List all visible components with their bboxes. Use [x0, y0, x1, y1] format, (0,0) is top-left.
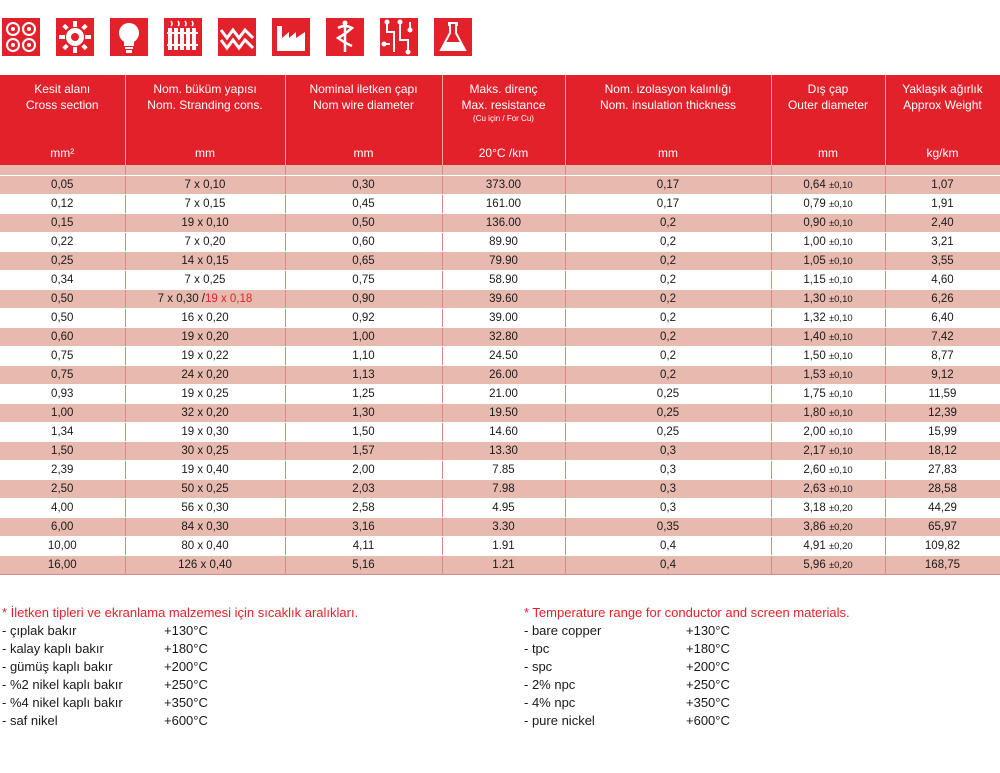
cell-insulation-thickness: 0,17: [565, 195, 771, 214]
table-row: [0, 518, 1000, 537]
table-row: [0, 328, 1000, 347]
note-temperature: +200°C: [686, 659, 730, 674]
table-row: [0, 309, 1000, 328]
cell-wire-diameter: 0,92: [285, 309, 442, 328]
note-item: [524, 658, 850, 676]
cell-stranding: 19 x 0,40: [125, 461, 285, 480]
cell-wire-diameter: 5,16: [285, 556, 442, 575]
cell-cross-section: 10,00: [0, 537, 125, 556]
cell-outer-diameter-tolerance: ±0,10: [828, 313, 853, 324]
electric-motor-icon: [56, 18, 94, 56]
note-item: [524, 640, 850, 658]
cell-approx-weight: 1,91: [885, 195, 1000, 214]
note-item: [524, 622, 850, 640]
laboratory-flask-icon: [434, 18, 472, 56]
header-cross-section: Kesit alanı Cross section: [0, 75, 125, 139]
cell-stranding: 19 x 0,22: [125, 347, 285, 366]
cell-approx-weight: 3,55: [885, 252, 1000, 271]
cell-stranding: 84 x 0,30: [125, 518, 285, 537]
cell-outer-diameter-tolerance: ±0,10: [828, 408, 853, 419]
cell-cross-section: 1,50: [0, 442, 125, 461]
header-insulation-thickness: Nom. izolasyon kalınlığı Nom. insulation thickness: [565, 75, 771, 139]
cell-max-resistance: 7.85: [442, 461, 565, 480]
cell-insulation-thickness: 0,2: [565, 328, 771, 347]
cell-stranding: 56 x 0,30: [125, 499, 285, 518]
cell-outer-diameter-tolerance: ±0,10: [828, 275, 853, 286]
cell-insulation-thickness: 0,3: [565, 499, 771, 518]
temperature-notes-turkish: [2, 604, 358, 730]
cell-wire-diameter: 0,90: [285, 290, 442, 309]
table-row: [0, 271, 1000, 290]
cell-cross-section: 0,15: [0, 214, 125, 233]
note-material: - çıplak bakır: [2, 623, 77, 638]
table-row: [0, 347, 1000, 366]
cell-insulation-thickness: 0,2: [565, 290, 771, 309]
note-item: [524, 676, 850, 694]
cell-approx-weight: 44,29: [885, 499, 1000, 518]
cell-stranding: 50 x 0,25: [125, 480, 285, 499]
cell-cross-section: 0,25: [0, 252, 125, 271]
factory-icon: [272, 18, 310, 56]
cell-stranding: 7 x 0,30 /19 x 0,18: [125, 290, 285, 309]
cell-stranding: 19 x 0,30: [125, 423, 285, 442]
cell-approx-weight: 9,12: [885, 366, 1000, 385]
cell-outer-diameter: 1,15 ±0,10: [771, 271, 885, 290]
cell-insulation-thickness: 0,2: [565, 233, 771, 252]
cell-outer-diameter-tolerance: ±0,10: [828, 446, 853, 457]
cell-wire-diameter: 3,16: [285, 518, 442, 537]
note-temperature: +350°C: [686, 695, 730, 710]
cell-wire-diameter: 0,65: [285, 252, 442, 271]
notes-title-en: * Temperature range for conductor and screen materials.: [524, 605, 850, 620]
cell-outer-diameter: 2,17 ±0,10: [771, 442, 885, 461]
table-row: [0, 290, 1000, 309]
cell-stranding-alt: 19 x 0,18: [204, 293, 253, 305]
unit-insulation-thickness: mm: [565, 139, 771, 165]
cell-max-resistance: 136.00: [442, 214, 565, 233]
cell-stranding: 24 x 0,20: [125, 366, 285, 385]
header-outer-diameter: Dış çap Outer diameter: [771, 75, 885, 139]
table-row: [0, 252, 1000, 271]
cell-approx-weight: 6,40: [885, 309, 1000, 328]
cell-approx-weight: 18,12: [885, 442, 1000, 461]
cell-max-resistance: 39.00: [442, 309, 565, 328]
cell-max-resistance: 3.30: [442, 518, 565, 537]
cell-approx-weight: 27,83: [885, 461, 1000, 480]
cell-approx-weight: 28,58: [885, 480, 1000, 499]
heater-radiator-icon: [164, 18, 202, 56]
cell-max-resistance: 32.80: [442, 328, 565, 347]
cell-insulation-thickness: 0,2: [565, 309, 771, 328]
cell-wire-diameter: 1,25: [285, 385, 442, 404]
cell-outer-diameter: 0,64 ±0,10: [771, 176, 885, 195]
cell-wire-diameter: 0,45: [285, 195, 442, 214]
cell-wire-diameter: 0,60: [285, 233, 442, 252]
cell-outer-diameter-tolerance: ±0,10: [828, 370, 853, 381]
cell-insulation-thickness: 0,4: [565, 556, 771, 575]
cell-outer-diameter: 1,00 ±0,10: [771, 233, 885, 252]
cell-max-resistance: 14.60: [442, 423, 565, 442]
cell-outer-diameter-tolerance: ±0,20: [828, 503, 853, 514]
cell-insulation-thickness: 0,25: [565, 404, 771, 423]
cell-stranding: 19 x 0,20: [125, 328, 285, 347]
note-temperature: +180°C: [164, 641, 208, 656]
cell-cross-section: 0,75: [0, 366, 125, 385]
cell-outer-diameter-tolerance: ±0,10: [828, 427, 853, 438]
note-item: [2, 640, 358, 658]
cable-cross-section-icon: [2, 18, 40, 56]
cell-outer-diameter: 2,63 ±0,10: [771, 480, 885, 499]
cell-cross-section: 16,00: [0, 556, 125, 575]
cell-cross-section: 0,60: [0, 328, 125, 347]
cell-insulation-thickness: 0,2: [565, 347, 771, 366]
cell-cross-section: 0,12: [0, 195, 125, 214]
header-max-resistance: Maks. direnç Max. resistance (Cu için / For Cu): [442, 75, 565, 139]
cell-outer-diameter: 3,86 ±0,20: [771, 518, 885, 537]
cell-outer-diameter: 0,90 ±0,10: [771, 214, 885, 233]
application-icons: [2, 18, 472, 62]
cell-wire-diameter: 1,13: [285, 366, 442, 385]
unit-stranding: mm: [125, 139, 285, 165]
cell-insulation-thickness: 0,2: [565, 366, 771, 385]
cell-stranding: 126 x 0,40: [125, 556, 285, 575]
table-row: [0, 461, 1000, 480]
cell-stranding: 7 x 0,20: [125, 233, 285, 252]
cell-max-resistance: 373.00: [442, 176, 565, 195]
cell-stranding: 7 x 0,15: [125, 195, 285, 214]
cell-cross-section: 4,00: [0, 499, 125, 518]
cell-outer-diameter: 1,32 ±0,10: [771, 309, 885, 328]
cell-max-resistance: 26.00: [442, 366, 565, 385]
note-material: - gümüş kaplı bakır: [2, 659, 113, 674]
cell-outer-diameter: 1,05 ±0,10: [771, 252, 885, 271]
table-row: [0, 404, 1000, 423]
table-row: [0, 366, 1000, 385]
cell-insulation-thickness: 0,2: [565, 252, 771, 271]
cell-approx-weight: 168,75: [885, 556, 1000, 575]
cell-insulation-thickness: 0,4: [565, 537, 771, 556]
note-material: - bare copper: [524, 623, 602, 638]
cell-wire-diameter: 1,30: [285, 404, 442, 423]
cell-outer-diameter: 5,96 ±0,20: [771, 556, 885, 575]
cell-stranding: 19 x 0,10: [125, 214, 285, 233]
cell-outer-diameter-tolerance: ±0,10: [828, 332, 853, 343]
cell-outer-diameter-tolerance: ±0,10: [828, 389, 853, 400]
medical-caduceus-icon: [326, 18, 364, 56]
note-temperature: +130°C: [164, 623, 208, 638]
cell-outer-diameter-tolerance: ±0,20: [828, 560, 853, 571]
cell-approx-weight: 65,97: [885, 518, 1000, 537]
cell-outer-diameter-tolerance: ±0,10: [828, 218, 853, 229]
cell-approx-weight: 4,60: [885, 271, 1000, 290]
cell-outer-diameter: 1,40 ±0,10: [771, 328, 885, 347]
note-material: - tpc: [524, 641, 550, 656]
cell-insulation-thickness: 0,25: [565, 423, 771, 442]
heating-coil-icon: [218, 18, 256, 56]
cell-stranding: 7 x 0,25: [125, 271, 285, 290]
cell-outer-diameter-tolerance: ±0,20: [828, 541, 853, 552]
cell-wire-diameter: 2,00: [285, 461, 442, 480]
cell-insulation-thickness: 0,3: [565, 442, 771, 461]
cell-insulation-thickness: 0,17: [565, 176, 771, 195]
cell-cross-section: 0,93: [0, 385, 125, 404]
cell-outer-diameter: 1,30 ±0,10: [771, 290, 885, 309]
unit-cross-section: mm²: [0, 139, 125, 165]
cell-insulation-thickness: 0,3: [565, 461, 771, 480]
cell-wire-diameter: 0,75: [285, 271, 442, 290]
note-item: [2, 676, 358, 694]
note-material: - saf nikel: [2, 713, 58, 728]
note-temperature: +600°C: [164, 713, 208, 728]
cell-max-resistance: 19.50: [442, 404, 565, 423]
cell-stranding: 16 x 0,20: [125, 309, 285, 328]
cell-approx-weight: 6,26: [885, 290, 1000, 309]
cell-outer-diameter: 1,50 ±0,10: [771, 347, 885, 366]
header-approx-weight: Yaklaşık ağırlık Approx Weight: [885, 75, 1000, 139]
note-item: [2, 712, 358, 730]
note-material: - spc: [524, 659, 553, 674]
table-row: [0, 442, 1000, 461]
cell-stranding: 14 x 0,15: [125, 252, 285, 271]
note-material: - 2% npc: [524, 677, 576, 692]
cell-wire-diameter: 0,30: [285, 176, 442, 195]
cell-approx-weight: 8,77: [885, 347, 1000, 366]
cell-max-resistance: 4.95: [442, 499, 565, 518]
note-material: - %4 nikel kaplı bakır: [2, 695, 123, 710]
cell-wire-diameter: 2,03: [285, 480, 442, 499]
note-material: - 4% npc: [524, 695, 576, 710]
light-bulb-icon: [110, 18, 148, 56]
cell-outer-diameter: 1,53 ±0,10: [771, 366, 885, 385]
cell-max-resistance: 79.90: [442, 252, 565, 271]
cell-approx-weight: 12,39: [885, 404, 1000, 423]
cell-cross-section: 2,50: [0, 480, 125, 499]
cell-stranding: 19 x 0,25: [125, 385, 285, 404]
cell-max-resistance: 89.90: [442, 233, 565, 252]
cell-wire-diameter: 0,50: [285, 214, 442, 233]
table-row: [0, 556, 1000, 575]
note-item: [2, 694, 358, 712]
cell-cross-section: 0,50: [0, 309, 125, 328]
cell-approx-weight: 2,40: [885, 214, 1000, 233]
table-row: [0, 499, 1000, 518]
cell-outer-diameter-tolerance: ±0,20: [828, 522, 853, 533]
table-row: [0, 480, 1000, 499]
note-material: - %2 nikel kaplı bakır: [2, 677, 123, 692]
cell-stranding: 80 x 0,40: [125, 537, 285, 556]
cell-insulation-thickness: 0,2: [565, 271, 771, 290]
table-row: [0, 385, 1000, 404]
cell-wire-diameter: 1,57: [285, 442, 442, 461]
table-row: [0, 195, 1000, 214]
cell-approx-weight: 1,07: [885, 176, 1000, 195]
notes-title-tr: * İletken tipleri ve ekranlama malzemesi için sıcaklık aralıkları.: [2, 605, 359, 620]
cell-cross-section: 0,50: [0, 290, 125, 309]
cell-insulation-thickness: 0,3: [565, 480, 771, 499]
cell-stranding: 30 x 0,25: [125, 442, 285, 461]
note-temperature: +200°C: [164, 659, 208, 674]
note-temperature: +250°C: [686, 677, 730, 692]
cell-outer-diameter-tolerance: ±0,10: [828, 180, 853, 191]
table-row: [0, 176, 1000, 195]
cell-outer-diameter: 3,18 ±0,20: [771, 499, 885, 518]
table-row: [0, 214, 1000, 233]
cell-outer-diameter-tolerance: ±0,10: [828, 484, 853, 495]
cell-outer-diameter-tolerance: ±0,10: [828, 351, 853, 362]
cable-specification-table: [0, 75, 1000, 575]
cell-max-resistance: 1.21: [442, 556, 565, 575]
unit-approx-weight: kg/km: [885, 139, 1000, 165]
cell-wire-diameter: 1,00: [285, 328, 442, 347]
cell-max-resistance: 24.50: [442, 347, 565, 366]
cell-stranding: 7 x 0,10: [125, 176, 285, 195]
cell-outer-diameter: 4,91 ±0,20: [771, 537, 885, 556]
unit-max-resistance: 20°C /km: [442, 139, 565, 165]
cell-outer-diameter: 1,80 ±0,10: [771, 404, 885, 423]
table-row: [0, 537, 1000, 556]
cell-approx-weight: 7,42: [885, 328, 1000, 347]
cell-outer-diameter: 1,75 ±0,10: [771, 385, 885, 404]
cell-outer-diameter: 0,79 ±0,10: [771, 195, 885, 214]
cell-approx-weight: 109,82: [885, 537, 1000, 556]
note-item: [524, 712, 850, 730]
cell-outer-diameter-tolerance: ±0,10: [828, 199, 853, 210]
cell-cross-section: 0,22: [0, 233, 125, 252]
table-row: [0, 233, 1000, 252]
note-temperature: +600°C: [686, 713, 730, 728]
cell-cross-section: 1,00: [0, 404, 125, 423]
cell-approx-weight: 15,99: [885, 423, 1000, 442]
cell-insulation-thickness: 0,35: [565, 518, 771, 537]
cell-wire-diameter: 2,58: [285, 499, 442, 518]
circuit-board-icon: [380, 18, 418, 56]
cell-cross-section: 0,34: [0, 271, 125, 290]
cell-cross-section: 0,05: [0, 176, 125, 195]
cell-max-resistance: 13.30: [442, 442, 565, 461]
header-wire-diameter: Nominal iletken çapı Nom wire diameter: [285, 75, 442, 139]
unit-outer-diameter: mm: [771, 139, 885, 165]
note-temperature: +350°C: [164, 695, 208, 710]
note-item: [2, 622, 358, 640]
cell-wire-diameter: 4,11: [285, 537, 442, 556]
cell-insulation-thickness: 0,25: [565, 385, 771, 404]
note-temperature: +250°C: [164, 677, 208, 692]
cell-max-resistance: 7.98: [442, 480, 565, 499]
note-item: [2, 658, 358, 676]
cell-outer-diameter: 2,60 ±0,10: [771, 461, 885, 480]
header-stranding: Nom. büküm yapısı Nom. Stranding cons.: [125, 75, 285, 139]
cell-approx-weight: 3,21: [885, 233, 1000, 252]
unit-wire-diameter: mm: [285, 139, 442, 165]
cell-cross-section: 1,34: [0, 423, 125, 442]
cell-max-resistance: 21.00: [442, 385, 565, 404]
note-temperature: +130°C: [686, 623, 730, 638]
cell-wire-diameter: 1,10: [285, 347, 442, 366]
cell-cross-section: 6,00: [0, 518, 125, 537]
cell-max-resistance: 58.90: [442, 271, 565, 290]
cell-max-resistance: 161.00: [442, 195, 565, 214]
cell-cross-section: 0,75: [0, 347, 125, 366]
cell-max-resistance: 1.91: [442, 537, 565, 556]
cell-wire-diameter: 1,50: [285, 423, 442, 442]
note-material: - kalay kaplı bakır: [2, 641, 104, 656]
note-material: - pure nickel: [524, 713, 595, 728]
cell-outer-diameter-tolerance: ±0,10: [828, 237, 853, 248]
cell-approx-weight: 11,59: [885, 385, 1000, 404]
table-row: [0, 423, 1000, 442]
cell-outer-diameter-tolerance: ±0,10: [828, 294, 853, 305]
cell-outer-diameter: 2,00 ±0,10: [771, 423, 885, 442]
cell-stranding: 32 x 0,20: [125, 404, 285, 423]
cell-outer-diameter-tolerance: ±0,10: [828, 465, 853, 476]
cell-insulation-thickness: 0,2: [565, 214, 771, 233]
temperature-notes-english: [524, 604, 850, 730]
note-item: [524, 694, 850, 712]
cell-outer-diameter-tolerance: ±0,10: [828, 256, 853, 267]
cell-max-resistance: 39.60: [442, 290, 565, 309]
note-temperature: +180°C: [686, 641, 730, 656]
table-spacer-row: [0, 165, 1000, 176]
cell-cross-section: 2,39: [0, 461, 125, 480]
